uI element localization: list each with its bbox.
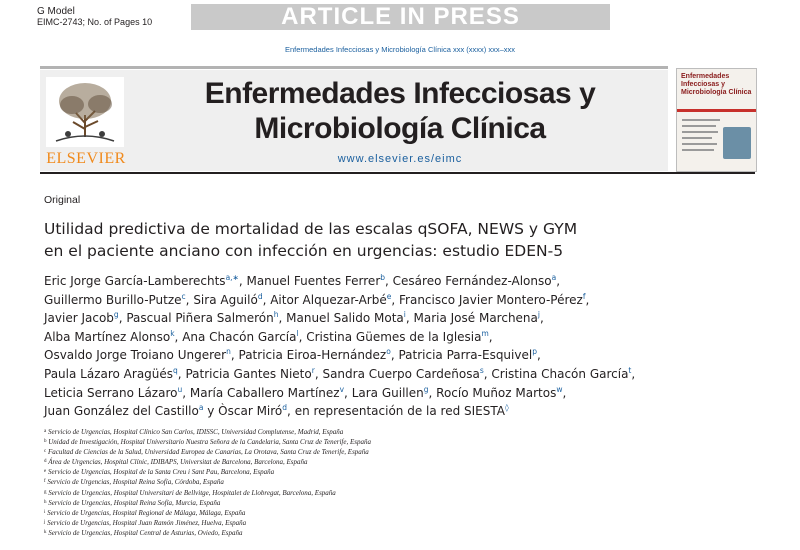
affiliation-key: c: [44, 449, 47, 455]
author-name[interactable]: Manuel Salido Mota: [286, 311, 404, 326]
author-line: Alba Martínez Alonso$^k$, Ana Chacón García$^l$, Cristina Güemes de la Iglesia$^m$,: [44, 328, 493, 344]
affiliation-key: j: [44, 519, 46, 525]
publisher-name: ELSEVIER: [46, 150, 126, 167]
affiliation-item: [44, 457, 764, 467]
affiliation-key: i: [44, 509, 46, 515]
author-name[interactable]: Cristina Güemes de la Iglesia: [306, 329, 482, 344]
page-count: No. of Pages 10: [87, 17, 153, 27]
affiliation-text: Servicio de Urgencias, Hospital de la Santa Creu i Sant Pau, Barcelona, España: [46, 468, 275, 477]
affiliation-key: d: [44, 459, 47, 465]
header-top-rule: [40, 66, 668, 69]
affiliation-key: g: [44, 489, 47, 495]
affiliation-key: a: [44, 429, 47, 434]
affiliation-text: Facultad de Ciencias de la Salud, Universidad Europea de Canarias, La Orotava, Santa Cruz de Tenerife, España: [46, 448, 369, 457]
author-affiliation-marker[interactable]: k: [170, 328, 175, 338]
affiliation-item: [44, 467, 764, 477]
author-name[interactable]: Sandra Cuerpo Cardeñosa: [322, 366, 480, 381]
author-affiliation-marker[interactable]: a,∗: [225, 273, 239, 282]
author-affiliation-marker[interactable]: a: [551, 273, 557, 282]
affiliation-item: [44, 437, 764, 447]
affiliation-key: e: [44, 469, 47, 475]
author-name[interactable]: Patricia Gantes Nieto: [185, 366, 312, 381]
cover-text-line: [682, 119, 720, 121]
author-name[interactable]: Paula Lázaro Aragüés: [44, 366, 174, 381]
journal-title-line-2: Microbiología Clínica: [254, 112, 546, 145]
header-bottom-rule: [40, 172, 755, 174]
author-list: [44, 272, 784, 421]
author-affiliation-marker[interactable]: d: [282, 403, 288, 413]
author-name[interactable]: Rocío Muñoz Martos: [436, 385, 557, 400]
author-affiliation-marker[interactable]: v: [339, 384, 345, 394]
affiliation-text: Servicio de Urgencias, Hospital Regional de Málaga, Málaga, España: [45, 508, 246, 517]
cover-text-line: [682, 143, 717, 145]
affiliation-item: [44, 528, 764, 538]
author-name[interactable]: Òscar Miró: [218, 404, 283, 419]
affiliation-item: [44, 498, 764, 508]
affiliation-key: f: [44, 479, 46, 485]
author-name[interactable]: Juan González del Castillo: [44, 404, 199, 419]
manuscript-info: [37, 6, 152, 28]
author-affiliation-marker[interactable]: h: [273, 310, 279, 320]
cover-text-line: [682, 137, 712, 139]
journal-cover-thumbnail[interactable]: [676, 68, 757, 172]
author-name[interactable]: Eric Jorge García-Lamberechts: [44, 274, 226, 288]
article-title-line-1: Utilidad predictiva de mortalidad de las escalas qSOFA, NEWS y GYM: [44, 220, 578, 238]
author-affiliation-marker[interactable]: f: [582, 291, 586, 301]
affiliation-item: [44, 488, 764, 498]
author-line: Paula Lázaro Aragüés$^q$, Patricia Gantes Nieto$^r$, Sandra Cuerpo Cardeñosa$^s$, Cristina Chacón García$^t$,: [44, 365, 636, 381]
author-affiliation-marker[interactable]: ◊: [504, 403, 509, 413]
journal-citation-link[interactable]: Enfermedades Infecciosas y Microbiología Clínica xxx (xxxx) xxx–xxx: [284, 45, 516, 54]
author-name[interactable]: Patricia Parra-Esquivel: [398, 348, 533, 363]
manuscript-ref: EIMC-2743;: [37, 17, 86, 27]
author-name[interactable]: Cristina Chacón García: [491, 366, 629, 381]
author-name[interactable]: Patricia Eiroa-Hernández: [238, 348, 387, 363]
author-name[interactable]: Leticia Serrano Lázaro: [44, 385, 178, 400]
author-name[interactable]: Maria José Marchena: [413, 311, 538, 326]
cover-image: [723, 127, 751, 159]
author-affiliation-marker[interactable]: t: [628, 365, 632, 375]
affiliation-item: [44, 447, 764, 457]
author-affiliation-marker[interactable]: e: [386, 291, 392, 301]
author-affiliation-marker[interactable]: a: [198, 403, 204, 413]
cover-stripe: [677, 109, 756, 112]
g-model-label: G Model: [37, 6, 75, 17]
affiliation-text: Servicio de Urgencias, Hospital Reina Sofía, Murcia, España: [46, 498, 221, 507]
author-affiliation-marker[interactable]: j: [537, 310, 540, 320]
affiliation-text: Servicio de Urgencias, Hospital Reina Sofía, Córdoba, España: [45, 478, 224, 487]
affiliation-key: k: [44, 529, 47, 535]
author-affiliation-marker[interactable]: g: [113, 310, 119, 320]
affiliation-text: Servicio de Urgencias, Hospital Clínico San Carlos, IDISSC, Universidad Complutense, Madrid, España: [46, 428, 344, 436]
affiliation-item: [44, 477, 764, 487]
journal-url-link[interactable]: www.elsevier.es/eimc: [337, 153, 463, 165]
author-affiliation-marker[interactable]: m: [481, 328, 489, 338]
author-name[interactable]: Sira Aguiló: [193, 292, 258, 307]
elsevier-tree-logo: [46, 77, 124, 147]
author-affiliation-marker[interactable]: o: [386, 347, 391, 357]
author-name[interactable]: Osvaldo Jorge Troiano Ungerer: [44, 348, 227, 363]
author-affiliation-marker[interactable]: p: [532, 347, 537, 357]
author-line: Guillermo Burillo-Putze$^c$, Sira Aguiló$^d$, Aitor Alquezar-Arbé$^e$, Francisco Javier Montero-Pérez$^f$,: [44, 291, 590, 307]
author-name[interactable]: Cesáreo Fernández-Alonso: [392, 274, 552, 288]
affiliation-list: [44, 427, 764, 538]
journal-title: [150, 76, 650, 146]
author-affiliation-marker[interactable]: c: [181, 291, 186, 301]
author-affiliation-marker[interactable]: b: [380, 273, 386, 282]
affiliation-key: b: [44, 439, 47, 445]
author-affiliation-marker[interactable]: d: [257, 291, 263, 301]
author-line: Juan González del Castillo$^a$ y Òscar Miró$^d$, en representación de la red SIESTA◊: [44, 403, 509, 419]
author-name[interactable]: Guillermo Burillo-Putze: [44, 292, 182, 307]
cover-text-line: [682, 149, 714, 151]
journal-title-line-1: Enfermedades Infecciosas y: [204, 77, 596, 110]
author-name[interactable]: Alba Martínez Alonso: [44, 329, 171, 344]
author-line: Osvaldo Jorge Troiano Ungerer$^n$, Patricia Eiroa-Hernández$^o$, Patricia Parra-Esquivel$^p$,: [44, 347, 541, 363]
affiliation-item: [44, 518, 764, 528]
author-affiliation-marker[interactable]: i: [403, 310, 406, 320]
affiliation-item: [44, 427, 764, 437]
affiliation-text: Unidad de Investigación, Hospital Universitario Nuestra Señora de la Candelaria, Santa Cruz de Tenerife, España: [46, 438, 371, 447]
author-name[interactable]: Aitor Alquezar-Arbé: [270, 292, 387, 307]
author-affiliation-marker[interactable]: n: [226, 347, 231, 357]
cover-title: Enfermedades Infecciosas y Microbiología Clínica: [681, 73, 752, 96]
affiliation-text: Servicio de Urgencias, Hospital Juan Ramón Jiménez, Huelva, España: [45, 518, 247, 527]
author-name[interactable]: Javier Jacob: [44, 311, 114, 326]
affiliation-text: Área de Urgencias, Hospital Clínic, IDIBAPS, Universitat de Barcelona, Barcelona, España: [46, 458, 308, 467]
author-name[interactable]: María Caballero Martínez: [189, 385, 340, 400]
author-affiliation-marker[interactable]: r: [311, 365, 315, 375]
author-affiliation-marker[interactable]: q: [173, 365, 178, 375]
author-name[interactable]: Ana Chacón García: [182, 329, 297, 344]
author-name[interactable]: Francisco Javier Montero-Pérez: [399, 292, 583, 307]
affiliation-item: [44, 508, 764, 518]
author-affiliation-marker[interactable]: w: [556, 384, 563, 394]
affiliation-text: Servicio de Urgencias, Hospital Central de Asturias, Oviedo, España: [46, 528, 243, 537]
author-name[interactable]: Lara Guillen: [351, 385, 424, 400]
cover-text-line: [682, 125, 716, 127]
author-name[interactable]: Manuel Fuentes Ferrer: [246, 274, 381, 288]
article-in-press-banner: ARTICLE IN PRESS: [281, 3, 520, 30]
author-group-name[interactable]: en representación de la red SIESTA: [294, 404, 505, 419]
article-type-label: Original: [44, 194, 81, 206]
affiliation-text: Servicio de Urgencias, Hospital Universitari de Bellvitge, Hospitalet de Llobregat, Barcelona, España: [46, 488, 336, 497]
author-affiliation-marker[interactable]: g: [423, 384, 429, 394]
author-line: Leticia Serrano Lázaro$^u$, María Caballero Martínez$^v$, Lara Guillen$^g$, Rocío Muñoz Martos$^w$,: [44, 384, 567, 400]
affiliation-key: h: [44, 499, 47, 505]
article-title: [44, 218, 764, 262]
author-line: Javier Jacob$^g$, Pascual Piñera Salmerón$^h$, Manuel Salido Mota$^i$, Maria José Marchena$^j$,: [44, 310, 544, 326]
author-name[interactable]: Pascual Piñera Salmerón: [126, 311, 274, 326]
article-title-line-2: en el paciente anciano con infección en urgencias: estudio EDEN-5: [44, 242, 564, 260]
cover-text-line: [682, 131, 718, 133]
author-affiliation-marker[interactable]: l: [296, 328, 299, 338]
article-in-press-bar: [0, 0, 800, 30]
author-line: Eric Jorge García-Lamberechts$^{a,∗}$, Manuel Fuentes Ferrer$^b$, Cesáreo Fernández-Alonso$^a$,: [44, 273, 561, 288]
author-affiliation-marker[interactable]: s: [479, 365, 484, 375]
author-affiliation-marker[interactable]: u: [177, 384, 183, 394]
